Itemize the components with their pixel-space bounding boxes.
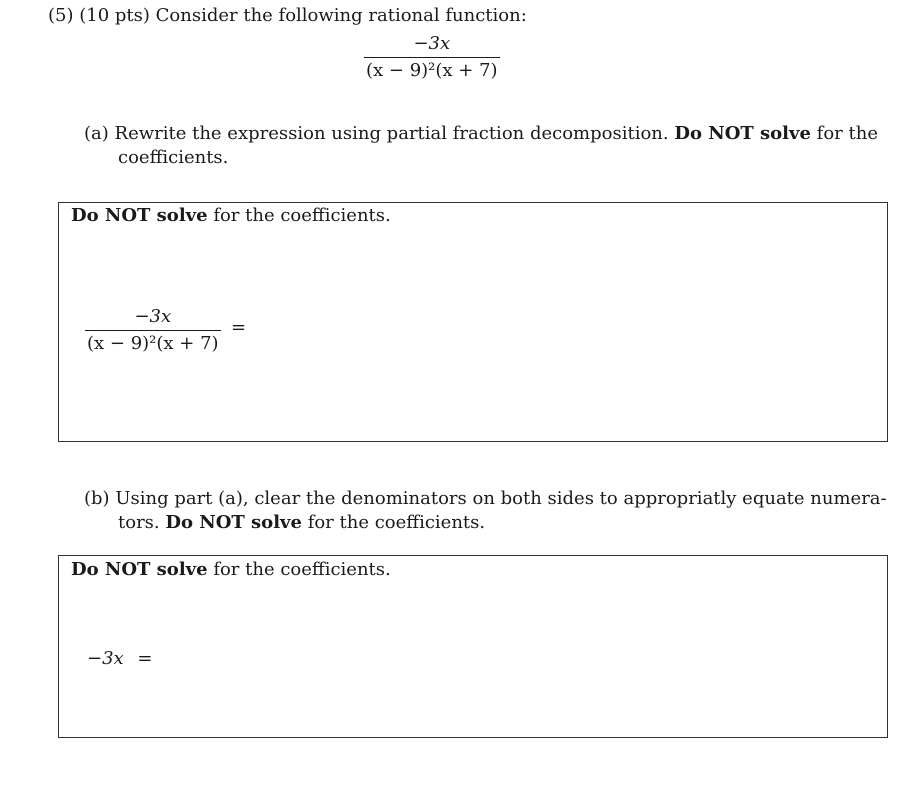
- part-b-box-bold: Do NOT solve: [71, 559, 208, 580]
- part-b-text: Using part (a), clear the denominators on both sides to appropriatly equate numera-: [115, 488, 887, 509]
- problem-intro: Consider the following rational function:: [155, 5, 527, 26]
- part-a-prompt-line1: [84, 122, 878, 146]
- part-a-box-denominator: (x − 9)²(x + 7): [87, 333, 219, 354]
- problem-points: (10 pts): [79, 5, 150, 26]
- part-b-prompt-line2: [118, 511, 485, 535]
- part-b-equals-sign: =: [137, 648, 153, 669]
- part-a-box-bold: Do NOT solve: [71, 205, 208, 226]
- problem-number: (5): [48, 5, 74, 26]
- part-b-equation: [87, 648, 153, 670]
- part-b-label: (b): [84, 488, 110, 509]
- part-b-text-line2: tors.: [118, 512, 160, 533]
- part-b-text-after: for the coefficients.: [307, 512, 486, 533]
- part-a-text-after: for the: [816, 123, 878, 144]
- problem-header: [48, 4, 527, 28]
- part-b-answer-box[interactable]: [58, 555, 888, 738]
- part-a-label: (a): [84, 123, 109, 144]
- part-a-answer-box[interactable]: [58, 202, 888, 442]
- part-b-prompt-line1: [84, 487, 887, 511]
- part-a-box-fraction: [85, 306, 221, 355]
- part-b-box-text: for the coefficients.: [213, 559, 391, 580]
- part-a-box-numerator: −3x: [134, 306, 172, 327]
- rational-function-denominator: (x − 9)²(x + 7): [366, 60, 498, 81]
- part-a-bold: Do NOT solve: [674, 123, 811, 144]
- part-a-box-text: for the coefficients.: [213, 205, 391, 226]
- part-b-bold: Do NOT solve: [165, 512, 302, 533]
- part-a-box-instruction: [71, 204, 391, 228]
- part-a-prompt-line2: coefficients.: [118, 147, 229, 168]
- part-a-text: Rewrite the expression using partial fraction decomposition.: [114, 123, 669, 144]
- rational-function: [364, 33, 500, 82]
- part-b-lhs: −3x: [87, 648, 124, 669]
- part-a-equals-sign: =: [231, 317, 247, 338]
- part-b-box-instruction: [71, 558, 391, 582]
- rational-function-numerator: −3x: [413, 33, 451, 54]
